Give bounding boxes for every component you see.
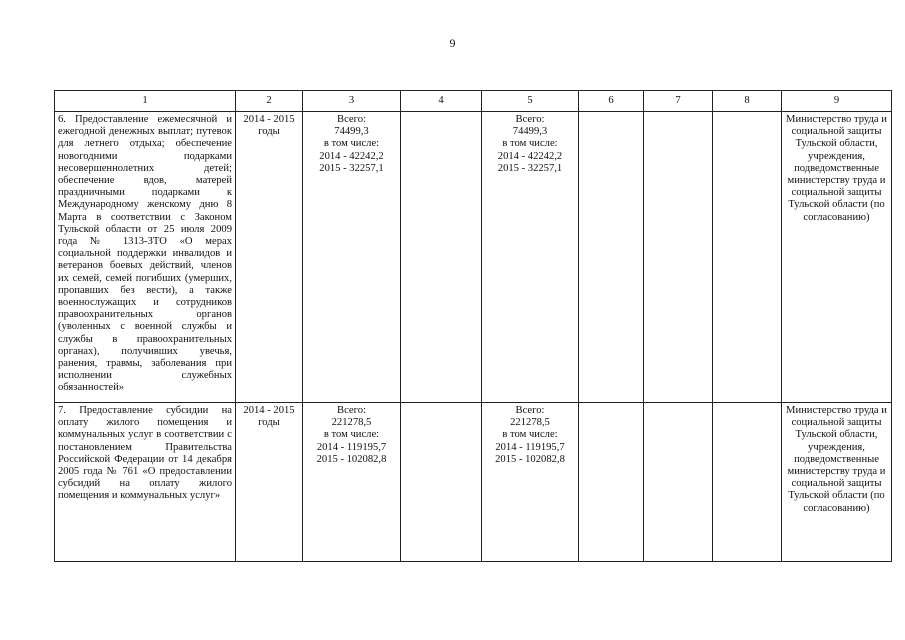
amount-2014: 2014 - 42242,2	[319, 150, 384, 162]
total-label: Всего:	[515, 405, 545, 416]
including-label: в том числе:	[323, 138, 380, 150]
funding-cell-col7	[644, 403, 713, 562]
funding-cell-col4	[401, 112, 482, 403]
including-label: в том числе:	[502, 429, 558, 441]
total-amount: 74499,3	[512, 126, 548, 138]
table-row	[55, 112, 892, 403]
column-header: 2	[236, 91, 303, 112]
table-row	[55, 403, 892, 562]
total-label: Всего:	[337, 405, 366, 416]
funding-total-cell	[303, 112, 401, 403]
funding-cell-col6	[579, 112, 644, 403]
column-header: 8	[713, 91, 782, 112]
funding-cell-col6	[579, 403, 644, 562]
amount-2015: 2015 - 32257,1	[497, 162, 563, 174]
amount-2015: 2015 - 102082,8	[316, 453, 387, 465]
measure-description: 7. Предоставление субсидии на оплату жилого помещения и коммунальных услуг в соответствии с постановлением Правительства Российской Федерации от 14 декабря 2005 года № 761 «О предоставлении субсидий на оплату жилого помещения и коммунальных услуг»	[55, 403, 236, 562]
total-label: Всего:	[337, 114, 366, 125]
responsible-executor: Министерство труда и социальной защиты Тульской области, учреждения, подведомственные министерству труда и социальной защиты Тульской области (по согласованию)	[782, 403, 892, 562]
implementation-period: 2014 - 2015 годы	[236, 403, 303, 562]
program-table	[54, 90, 892, 562]
implementation-period: 2014 - 2015 годы	[236, 112, 303, 403]
amount-2015: 2015 - 32257,1	[319, 162, 384, 174]
amount-2015: 2015 - 102082,8	[495, 453, 565, 465]
funding-regional-cell	[482, 403, 579, 562]
total-label: Всего:	[515, 114, 545, 125]
measure-description: 6. Предоставление ежемесячной и ежегодной денежных выплат; путевок для летнего отдыха; обеспечение новогодними подарками несовершеннолетних детей; обеспечение вдов, матерей праздничными подарками к Международному женскому дню 8 Марта в соответствии с Законом Тульской области от 25 июля 2009 года № 1313-ЗТО «О мерах социальной поддержки инвалидов и ветеранов боевых действий, членов их семей, семей погибших (умерших, пропавших без вести), а также военнослужащих и сотрудников правоохранительных органов (уволенных с военной службы и службы в правоохранительных органах), получивших увечья, ранения, травмы, заболевания при исполнении служебных обязанностей»	[55, 112, 236, 403]
including-label: в том числе:	[502, 138, 558, 150]
amount-2014: 2014 - 119195,7	[495, 441, 565, 453]
funding-cell-col4	[401, 403, 482, 562]
amount-2014: 2014 - 42242,2	[497, 150, 563, 162]
funding-cell-col8	[713, 403, 782, 562]
column-header: 5	[482, 91, 579, 112]
including-label: в том числе:	[323, 429, 380, 441]
funding-cell-col7	[644, 112, 713, 403]
column-header: 3	[303, 91, 401, 112]
amount-2014: 2014 - 119195,7	[316, 441, 387, 453]
funding-regional-cell	[482, 112, 579, 403]
funding-total-cell	[303, 403, 401, 562]
column-header: 6	[579, 91, 644, 112]
header-row	[55, 91, 892, 112]
total-amount: 74499,3	[334, 126, 369, 138]
column-header: 9	[782, 91, 892, 112]
page-number: 9	[449, 36, 456, 50]
total-amount: 221278,5	[331, 417, 372, 429]
column-header: 4	[401, 91, 482, 112]
funding-cell-col8	[713, 112, 782, 403]
column-header: 7	[644, 91, 713, 112]
total-amount: 221278,5	[510, 417, 550, 429]
responsible-executor: Министерство труда и социальной защиты Тульской области, учреждения, подведомственные министерству труда и социальной защиты Тульской области (по согласованию)	[782, 112, 892, 403]
column-header: 1	[55, 91, 236, 112]
